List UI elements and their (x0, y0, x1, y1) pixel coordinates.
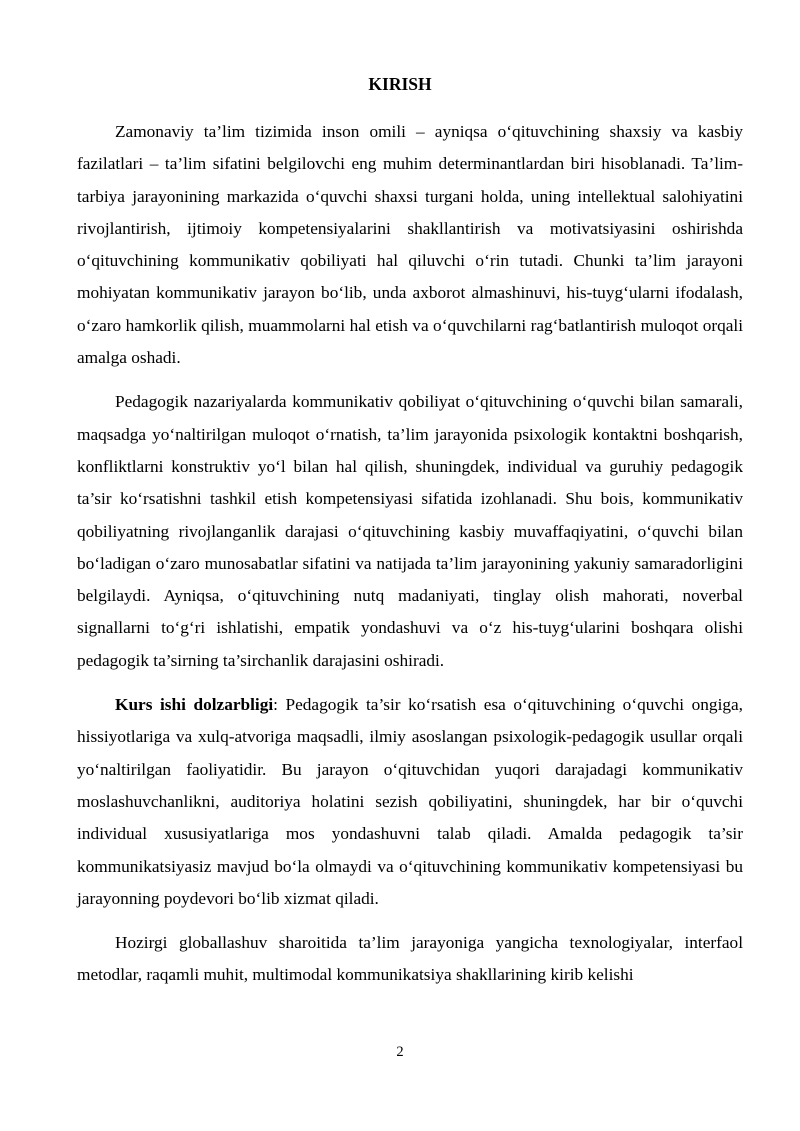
paragraph-3 (77, 689, 743, 915)
paragraph-3-lead: Kurs ishi dolzarbligi (115, 695, 274, 715)
section-title: KIRISH (368, 74, 432, 94)
paragraph-3-text: : Pedagogik ta’sir ko‘rsatish esa o‘qituvchining o‘quvchi ongiga, hissiyotlariga va xulq-atvoriga maqsadli, ilmiy asoslangan psixologik-pedagogik usullar orqali yo‘naltirilgan faoliyatidir. Bu jarayon o‘qituvchidan yuqori darajadagi kommunikativ moslashuvchanlikni, auditoriya holatini sezish qobiliyatini, shuningdek, har bir o‘quvchi individual xususiyatlariga mos yondashuvni talab qiladi. Amalda pedagogik ta’sir kommunikatsiyasiz mavjud bo‘la olmaydi va o‘qituvchining kommunikativ kompetensiyasi bu jarayonning poydevori bo‘lib xizmat qiladi. (77, 695, 743, 908)
paragraph-4: Hozirgi globallashuv sharoitida ta’lim jarayoniga yangicha texnologiyalar, interfaol metodlar, raqamli muhit, multimodal kommunikatsiya shakllarining kirib kelishi (77, 933, 743, 985)
paragraph-1: Zamonaviy ta’lim tizimida inson omili – ayniqsa o‘qituvchining shaxsiy va kasbiy fazilatlari – ta’lim sifatini belgilovchi eng muhim determinantlardan biri hisoblanadi. Ta’lim-tarbiya jarayonining markazida o‘quvchi shaxsi turgani holda, uning intellektual salohiyatini rivojlantirish, ijtimoiy kompetensiyalarini shakllantirish va motivatsiyasini oshirishda o‘qituvchining kommunikativ qobiliyati hal qiluvchi o‘rin tutadi. Chunki ta’lim jarayoni mohiyatan kommunikativ jarayon bo‘lib, unda axborot almashinuvi, his-tuyg‘ularni ifodalash, o‘zaro hamkorlik qilish, muammolarni hal etish va o‘quvchilarni rag‘batlantirish muloqot orqali amalga oshadi. (77, 122, 743, 368)
document-body (77, 116, 743, 992)
paragraph-2: Pedagogik nazariyalarda kommunikativ qobiliyat o‘qituvchining o‘quvchi bilan samarali, maqsadga yo‘naltirilgan muloqot o‘rnatish, ta’lim jarayonida psixologik kontaktni boshqarish, konfliktlarni konstruktiv yo‘l bilan hal qilish, shuningdek, individual va guruhiy pedagogik ta’sir ko‘rsatishni tashkil etish kompetensiyasi sifatida izohlanadi. Shu bois, kommunikativ qobiliyatning rivojlanganlik darajasi o‘qituvchining kasbiy muvaffaqiyatini, o‘quvchi bilan bo‘ladigan o‘zaro munosabatlar sifatini va natijada ta’lim jarayonining yakuniy samaradorligini belgilaydi. Ayniqsa, o‘qituvchining nutq madaniyati, tinglay olish mahorati, noverbal signallarni to‘g‘ri ishlatishi, empatik yondashuvi va o‘z his-tuyg‘ularini boshqara olishi pedagogik ta’sirning ta’sirchanlik darajasini oshiradi. (77, 392, 743, 670)
page-number: 2 (396, 1044, 404, 1060)
